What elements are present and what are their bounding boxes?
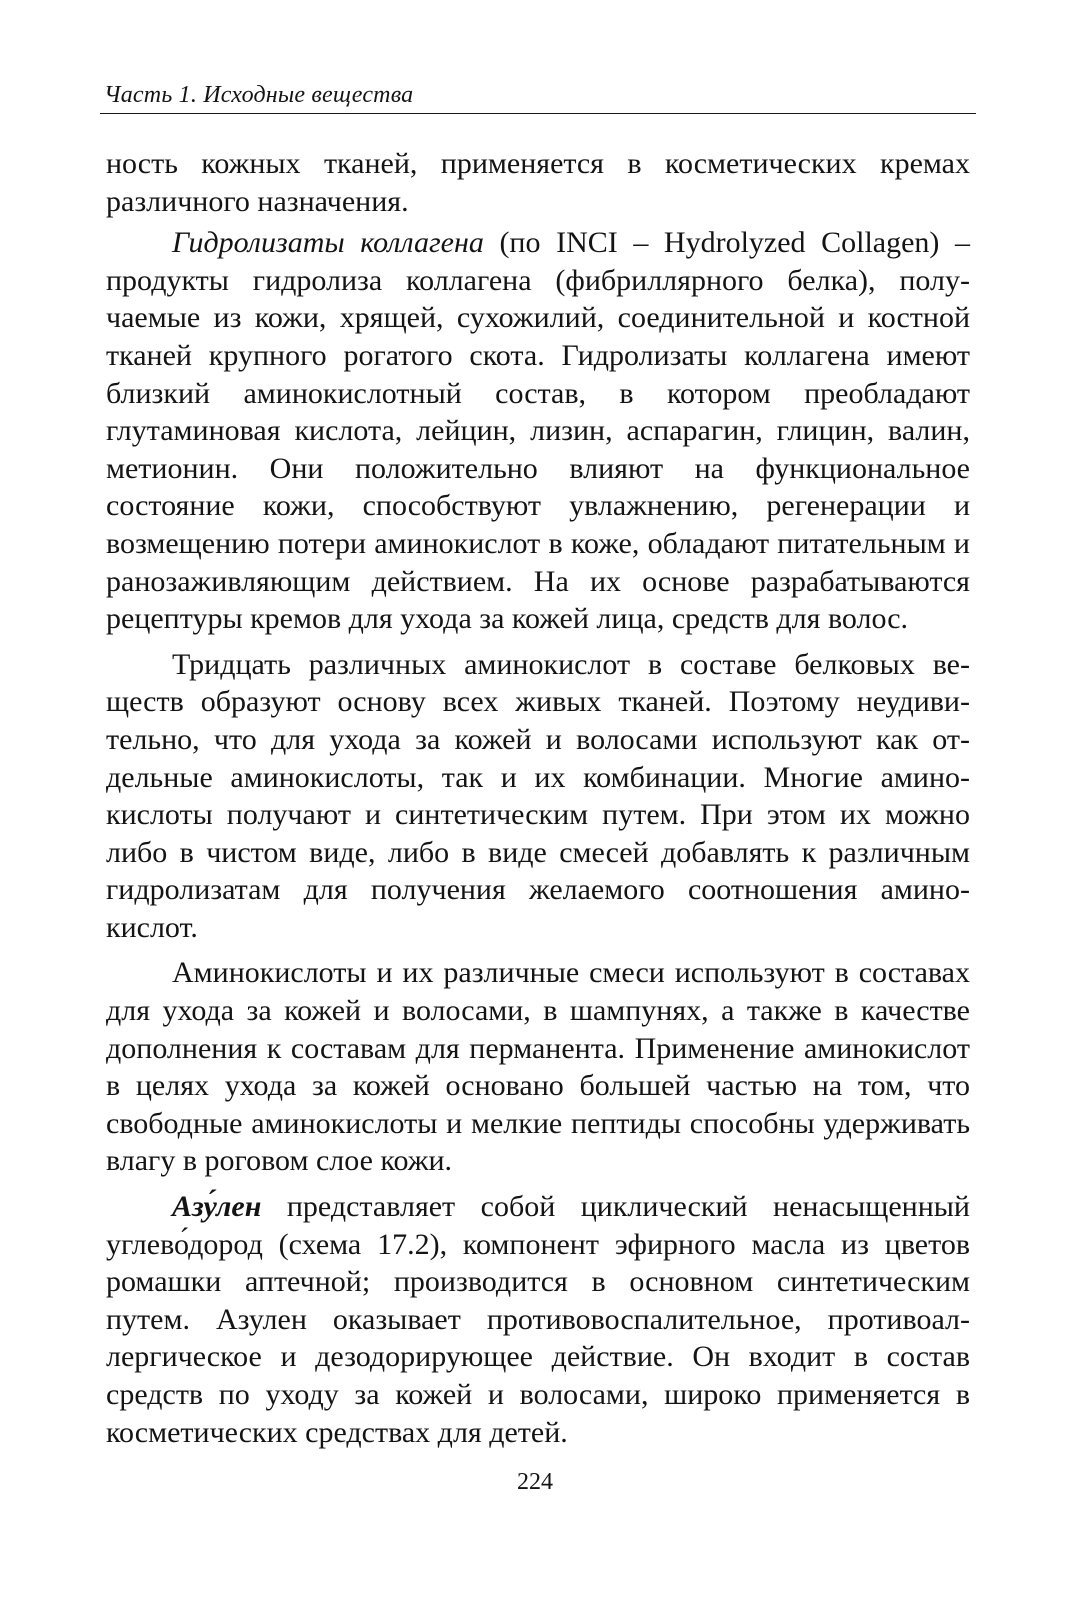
- term-collagen-hydrolysates: Гидролизаты коллагена: [172, 226, 484, 260]
- paragraph-collagen-hydrolysates: [106, 224, 970, 638]
- paragraph-continuation: [106, 145, 970, 220]
- header-rule: [100, 113, 976, 114]
- paragraph-text: Тридцать различных аминокислот в составе белковых веществ образуют основу всех живых тканей. Поэтому неудивительно, что для ухода за кожей и волосами используют как отдельные аминокислоты, так и их комбинации. Многие аминокислоты получают и синтетическим путем. При этом их можно либо в чистом виде, либо в виде смесей добавлять к различным гидролизатам для получения желаемого соотношения аминокислот.: [106, 647, 970, 944]
- paragraph-text: Аминокислоты и их различные смеси используют в составах для ухода за кожей и волосами, в шампунях, а также в качестве дополнения к составам для перманента. Применение аминокислот в целях ухода за кожей основано большей частью на том, что свободные аминокислоты и мелкие пептиды способны удерживать влагу в роговом слое кожи.: [106, 956, 970, 1178]
- paragraph-text: представляет собой циклический ненасыщенный углево́дород (схема 17.2), компонент эфирного масла из цветов ромашки аптечной; производится в основном синтетическим путем. Азулен оказывает противовоспалительное, противоаллергическое и дезодорирующее действие. Он входит в состав средств по уходу за кожей и волосами, широко применяется в косметических средствах для детей.: [106, 1190, 970, 1449]
- paragraph-amino-acids: [106, 646, 970, 947]
- paragraph-amino-acid-mixtures: [106, 954, 970, 1180]
- body-text: [106, 145, 970, 1451]
- page-number: 224: [517, 1469, 553, 1495]
- term-azulene: Азу́лен: [172, 1190, 262, 1224]
- running-header: Часть 1. Исходные вещества: [104, 82, 414, 108]
- paragraph-text: ность кожных тканей, применяется в косметических кремах различного назначения.: [106, 147, 970, 218]
- paragraph-text: (по INCI – Hydrolyzed Collagen) – продукты гидролиза коллагена (фибриллярного белка), получаемые из кожи, хрящей, сухожилий, соединительной и костной тканей крупного рогатого скота. Гидролизаты коллагена имеют близкий аминокислотный состав, в котором преобладают глутаминовая кислота, лейцин, лизин, аспарагин, глицин, валин, метионин. Они положительно влияют на функциональное состояние кожи, способствуют увлажнению, регенерации и возмещению потери аминокислот в коже, обладают питательным и ранозаживляющим действием. На их основе разрабатываются рецептуры кремов для ухода за кожей лица, средств для волос.: [106, 226, 971, 636]
- paragraph-azulene: [106, 1188, 970, 1451]
